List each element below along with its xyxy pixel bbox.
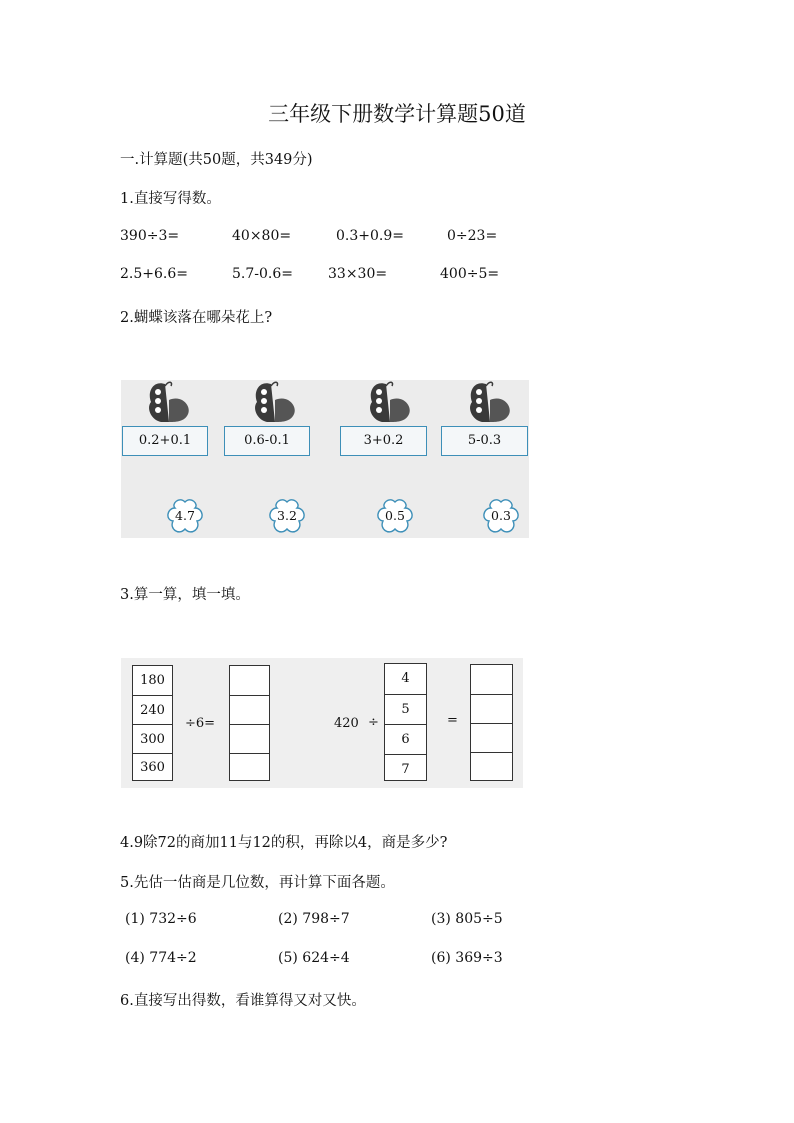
answer-cell[interactable] bbox=[230, 753, 269, 783]
q5-expression: (1) 732÷6 bbox=[125, 911, 197, 927]
page-title: 三年级下册数学计算题50道 bbox=[268, 102, 526, 126]
butterfly-expression-box: 0.6-0.1 bbox=[224, 426, 310, 456]
butterfly-expression-box: 0.2+0.1 bbox=[122, 426, 208, 456]
answer-cell[interactable] bbox=[230, 724, 269, 754]
butterfly-icon bbox=[249, 380, 299, 426]
answer-cell[interactable] bbox=[230, 666, 269, 695]
division-table-figure bbox=[121, 658, 523, 788]
q5-expression: (4) 774÷2 bbox=[125, 950, 197, 966]
divisor-column bbox=[384, 663, 427, 781]
butterfly-icon bbox=[143, 380, 193, 426]
number-cell: 180 bbox=[140, 673, 165, 688]
divisor-cell: 7 bbox=[385, 754, 426, 783]
divide-sign: ÷ bbox=[368, 715, 379, 730]
q5-expression: (2) 798÷7 bbox=[278, 911, 350, 927]
answer-cell[interactable] bbox=[471, 665, 512, 694]
q1-expression: 400÷5= bbox=[440, 266, 500, 282]
question-6-prompt: 6.直接写出得数，看谁算得又对又快。 bbox=[120, 993, 366, 1009]
q5-expression: (6) 369÷3 bbox=[431, 950, 503, 966]
divisor-cell: 6 bbox=[385, 724, 426, 755]
flower-value: 0.5 bbox=[385, 508, 405, 523]
number-cell: 300 bbox=[133, 724, 172, 754]
divisor-cell: 5 bbox=[385, 694, 426, 725]
number-column bbox=[132, 665, 173, 781]
flower-value: 3.2 bbox=[277, 508, 297, 523]
question-1-prompt: 1.直接写得数。 bbox=[120, 191, 221, 207]
butterfly-expression-box: 5-0.3 bbox=[441, 426, 528, 456]
q5-expression: (5) 624÷4 bbox=[278, 950, 350, 966]
q1-expression: 33×30= bbox=[328, 266, 388, 282]
answer-cell[interactable] bbox=[230, 695, 269, 725]
question-3-prompt: 3.算一算，填一填。 bbox=[120, 587, 250, 603]
left-operator: ÷6= bbox=[185, 716, 216, 731]
number-cell: 240 bbox=[133, 695, 172, 725]
equals-sign: = bbox=[447, 713, 458, 728]
butterfly-icon bbox=[464, 380, 514, 426]
answer-column bbox=[470, 664, 513, 781]
divisor-cell: 4 bbox=[401, 671, 410, 686]
question-5-prompt: 5.先估一估商是几位数，再计算下面各题。 bbox=[120, 875, 395, 891]
answer-cell[interactable] bbox=[471, 694, 512, 724]
flower-icon bbox=[165, 498, 205, 536]
q1-expression: 5.7-0.6= bbox=[232, 266, 293, 282]
q1-expression: 0.3+0.9= bbox=[336, 228, 404, 244]
q1-expression: 2.5+6.6= bbox=[120, 266, 188, 282]
number-cell: 360 bbox=[133, 753, 172, 783]
flower-value: 0.3 bbox=[491, 508, 511, 523]
question-2-prompt: 2.蝴蝶该落在哪朵花上? bbox=[120, 310, 273, 326]
q1-expression: 390÷3= bbox=[120, 228, 180, 244]
dividend: 420 bbox=[334, 716, 359, 731]
butterfly-flower-figure bbox=[121, 380, 529, 538]
flower-icon bbox=[481, 498, 521, 536]
section-heading: 一.计算题(共50题，共349分) bbox=[120, 152, 313, 168]
question-4-prompt: 4.9除72的商加11与12的积，再除以4，商是多少? bbox=[120, 835, 448, 851]
butterfly-expression-box: 3+0.2 bbox=[340, 426, 427, 456]
q5-expression: (3) 805÷5 bbox=[431, 911, 503, 927]
flower-icon bbox=[375, 498, 415, 536]
q1-expression: 0÷23= bbox=[447, 228, 498, 244]
flower-icon bbox=[267, 498, 307, 536]
answer-cell[interactable] bbox=[471, 723, 512, 753]
answer-cell[interactable] bbox=[471, 752, 512, 783]
butterfly-icon bbox=[364, 380, 414, 426]
answer-column bbox=[229, 665, 270, 781]
q1-expression: 40×80= bbox=[232, 228, 292, 244]
flower-value: 4.7 bbox=[175, 508, 195, 523]
